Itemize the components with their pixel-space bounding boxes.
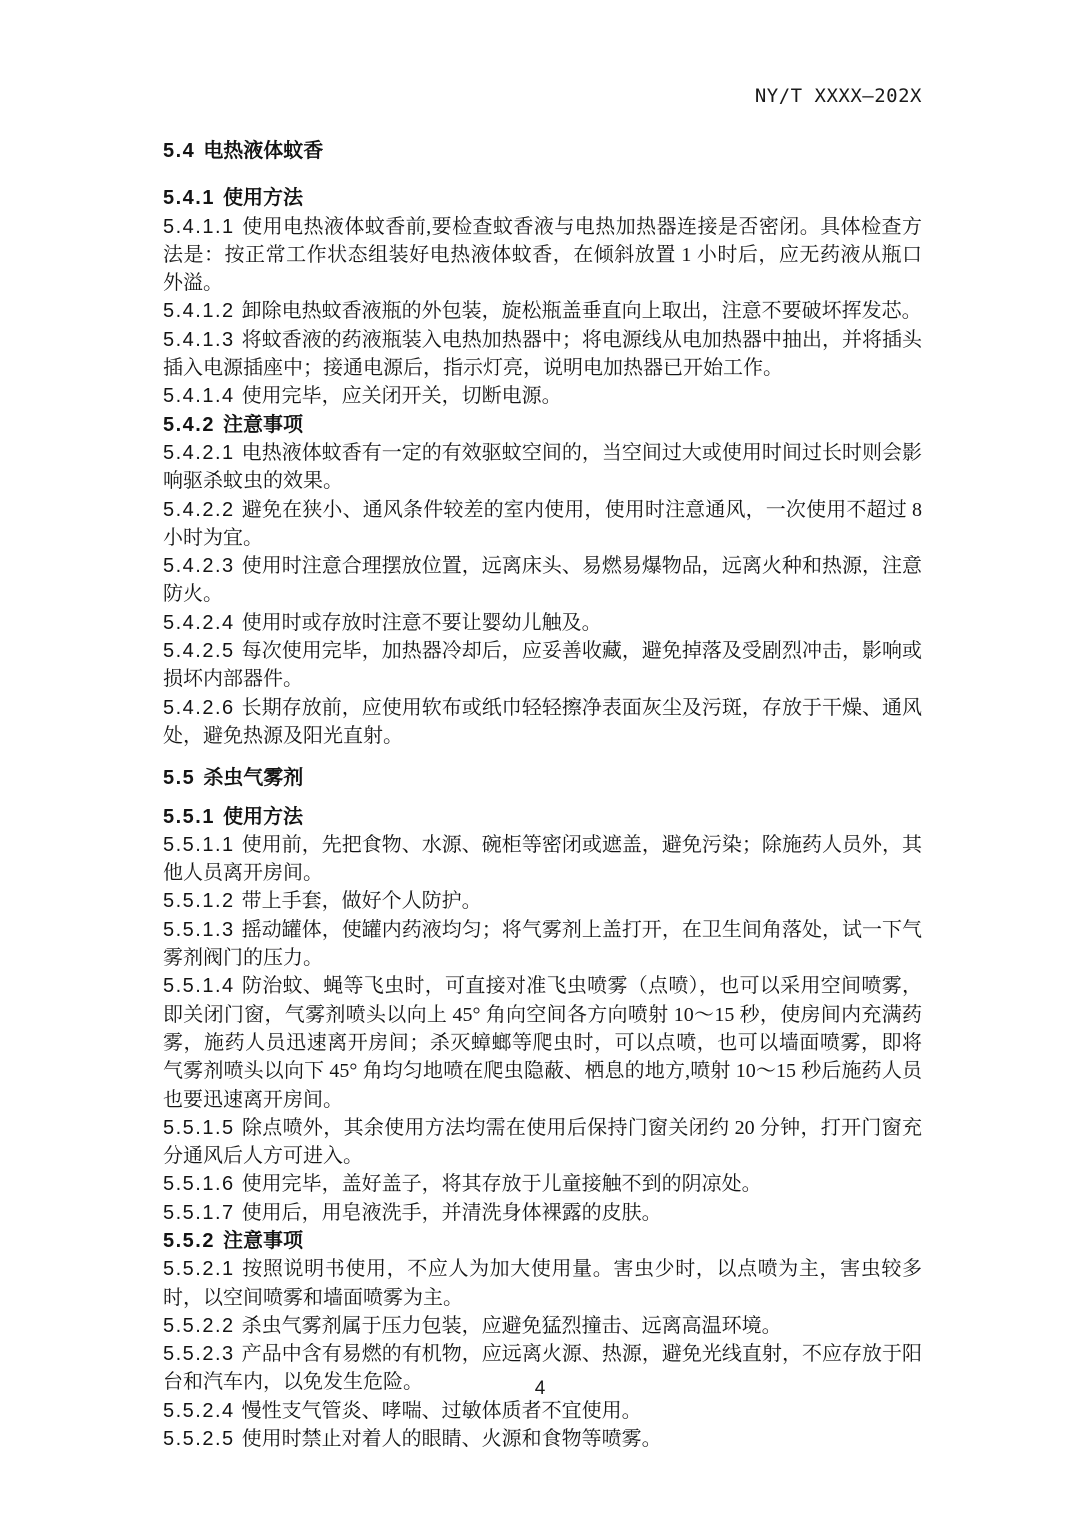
clause-text: 电热液体蚊香有一定的有效驱蚊空间的，当空间过大或使用时间过长时则会影响驱杀蚊虫的效果。 (163, 441, 922, 493)
clause-text: 使用时注意合理摆放位置，远离床头、易燃易爆物品，远离火种和热源，注意防火。 (163, 555, 922, 606)
page-number: 4 (534, 1378, 546, 1399)
clause-5-4-1-3 (163, 326, 922, 383)
section-number: 5.4 (163, 140, 196, 162)
clause-text: 按照说明书使用，不应人为加大使用量。害虫少时，以点喷为主，害虫较多时，以空间喷雾和墙面喷雾为主。 (163, 1258, 922, 1309)
clause-text: 防治蚊、蝇等飞虫时，可直接对准飞虫喷雾（点喷），也可以采用空间喷雾，即关闭门窗，气雾剂喷头以向上 45° 角向空间各方向喷射 10～15 秒，使房间内充满药雾，施药人员迅速离开房间；杀灭蟑螂等爬虫时，可以点喷，也可以墙面喷雾，即将气雾剂喷头以向下 45° 角均匀地喷在爬虫隐蔽、栖息的地方,喷射 10～15 秒后施药人员也要迅速离开房间。 (163, 975, 922, 1111)
section-heading-5-5 (163, 764, 922, 792)
clause-text: 杀虫气雾剂属于压力包装，应避免猛烈撞击、远离高温环境。 (241, 1314, 782, 1337)
clause-text: 使用时或存放时注意不要让婴幼儿触及。 (241, 611, 602, 634)
clause-text: 产品中含有易燃的有机物，应远离火源、热源，避免光线直射，不应存放于阳台和汽车内，以免发生危险。 (163, 1343, 922, 1394)
clause-text: 卸除电热蚊香液瓶的外包装，旋松瓶盖垂直向上取出，注意不要破坏挥发芯。 (241, 300, 922, 323)
clause-number: 5.5.1.7 (163, 1201, 235, 1224)
clause-5-4-2-4 (163, 609, 922, 637)
subsection-title: 注意事项 (222, 1229, 303, 1252)
clause-5-5-2-5 (163, 1425, 922, 1453)
section-number: 5.5 (163, 767, 196, 790)
clause-number: 5.4.1.3 (163, 328, 235, 351)
subsection-title: 使用方法 (222, 805, 303, 828)
clause-text: 使用电热液体蚊香前,要检查蚊香液与电热加热器连接是否密闭。具体检查方法是：按正常工作状态组装好电热液体蚊香，在倾斜放置 1 小时后，应无药液从瓶口外溢。 (163, 215, 922, 295)
section-heading-5-4 (163, 137, 922, 165)
clause-number: 5.5.1.4 (163, 975, 235, 998)
clause-text: 长期存放前，应使用软布或纸巾轻轻擦净表面灰尘及污斑，存放于干燥、通风处，避免热源及阳光直射。 (163, 696, 922, 747)
clause-number: 5.4.2.3 (163, 555, 235, 578)
clause-text: 除点喷外，其余使用方法均需在使用后保持门窗关闭约 20 分钟，打开门窗充分通风后人方可进入。 (163, 1116, 922, 1168)
section-title: 电热液体蚊香 (203, 140, 324, 162)
clause-5-5-1-4 (163, 972, 922, 1113)
clause-number: 5.5.1.3 (163, 918, 235, 941)
clause-number: 5.4.1.2 (163, 300, 235, 323)
clause-number: 5.5.2.3 (163, 1343, 235, 1366)
clause-5-5-1-7 (163, 1199, 922, 1227)
subsection-heading-5-4-1 (163, 184, 922, 212)
clause-number: 5.4.2.4 (163, 611, 235, 634)
clause-text: 使用后，用皂液洗手，并清洗身体裸露的皮肤。 (241, 1201, 662, 1224)
clause-5-4-1-1 (163, 213, 922, 298)
clause-5-5-1-3 (163, 916, 922, 973)
clause-5-5-1-6 (163, 1170, 922, 1198)
clause-5-5-2-2 (163, 1312, 922, 1340)
clause-5-4-2-5 (163, 637, 922, 694)
subsection-heading-5-5-1 (163, 803, 922, 831)
clause-5-5-2-1 (163, 1255, 922, 1312)
clause-5-4-1-2 (163, 297, 922, 325)
clause-number: 5.4.2.1 (163, 441, 235, 464)
clause-text: 使用完毕，应关闭开关，切断电源。 (241, 385, 562, 408)
section-title: 杀虫气雾剂 (203, 767, 304, 790)
clause-number: 5.5.2.1 (163, 1258, 235, 1281)
clause-number: 5.5.2.4 (163, 1399, 235, 1422)
clause-number: 5.4.2.5 (163, 640, 235, 663)
clause-text: 慢性支气管炎、哮喘、过敏体质者不宜使用。 (241, 1399, 642, 1422)
subsection-number: 5.5.1 (163, 805, 215, 828)
clause-number: 5.4.2.6 (163, 696, 235, 719)
subsection-title: 注意事项 (222, 413, 303, 436)
clause-text: 每次使用完毕，加热器冷却后，应妥善收藏，避免掉落及受剧烈冲击，影响或损坏内部器件。 (163, 640, 922, 691)
clause-5-4-2-1 (163, 439, 922, 496)
clause-number: 5.5.2.5 (163, 1428, 235, 1451)
clause-number: 5.5.2.2 (163, 1314, 235, 1337)
clause-5-5-2-4 (163, 1397, 922, 1425)
subsection-heading-5-5-2 (163, 1227, 922, 1255)
subsection-heading-5-4-2 (163, 411, 922, 439)
clause-number: 5.4.1.1 (163, 215, 235, 238)
clause-text: 使用时禁止对着人的眼睛、火源和食物等喷雾。 (241, 1428, 662, 1451)
clause-5-5-1-1 (163, 831, 922, 888)
clause-text: 使用前，先把食物、水源、碗柜等密闭或遮盖，避免污染；除施药人员外，其他人员离开房间。 (163, 833, 922, 885)
clause-number: 5.4.1.4 (163, 385, 235, 408)
clause-number: 5.5.1.5 (163, 1116, 235, 1139)
clause-number: 5.5.1.1 (163, 833, 235, 856)
clause-5-4-2-2 (163, 496, 922, 553)
clause-text: 摇动罐体，使罐内药液均匀；将气雾剂上盖打开，在卫生间角落处，试一下气雾剂阀门的压力。 (163, 918, 922, 970)
subsection-title: 使用方法 (222, 187, 303, 210)
subsection-number: 5.4.2 (163, 413, 215, 436)
clause-text: 避免在狭小、通风条件较差的室内使用，使用时注意通风，一次使用不超过 8 小时为宜。 (163, 498, 922, 549)
subsection-number: 5.5.2 (163, 1229, 215, 1252)
clause-5-4-1-4 (163, 382, 922, 410)
clause-number: 5.5.1.6 (163, 1173, 235, 1196)
clause-5-4-2-6 (163, 694, 922, 751)
clause-text: 将蚊香液的药液瓶装入电热加热器中；将电源线从电加热器中抽出，并将插头插入电源插座中；接通电源后，指示灯亮，说明电加热器已开始工作。 (163, 328, 922, 380)
doc-code: NY/T XXXX—202X (754, 85, 922, 107)
clause-5-5-1-2 (163, 887, 922, 915)
clause-5-4-2-3 (163, 552, 922, 609)
clause-text: 带上手套，做好个人防护。 (241, 890, 482, 913)
clause-text: 使用完毕，盖好盖子，将其存放于儿童接触不到的阴凉处。 (241, 1173, 762, 1196)
subsection-number: 5.4.1 (163, 187, 215, 210)
clause-number: 5.4.2.2 (163, 498, 235, 521)
clause-5-5-1-5 (163, 1114, 922, 1171)
clause-number: 5.5.1.2 (163, 890, 235, 913)
